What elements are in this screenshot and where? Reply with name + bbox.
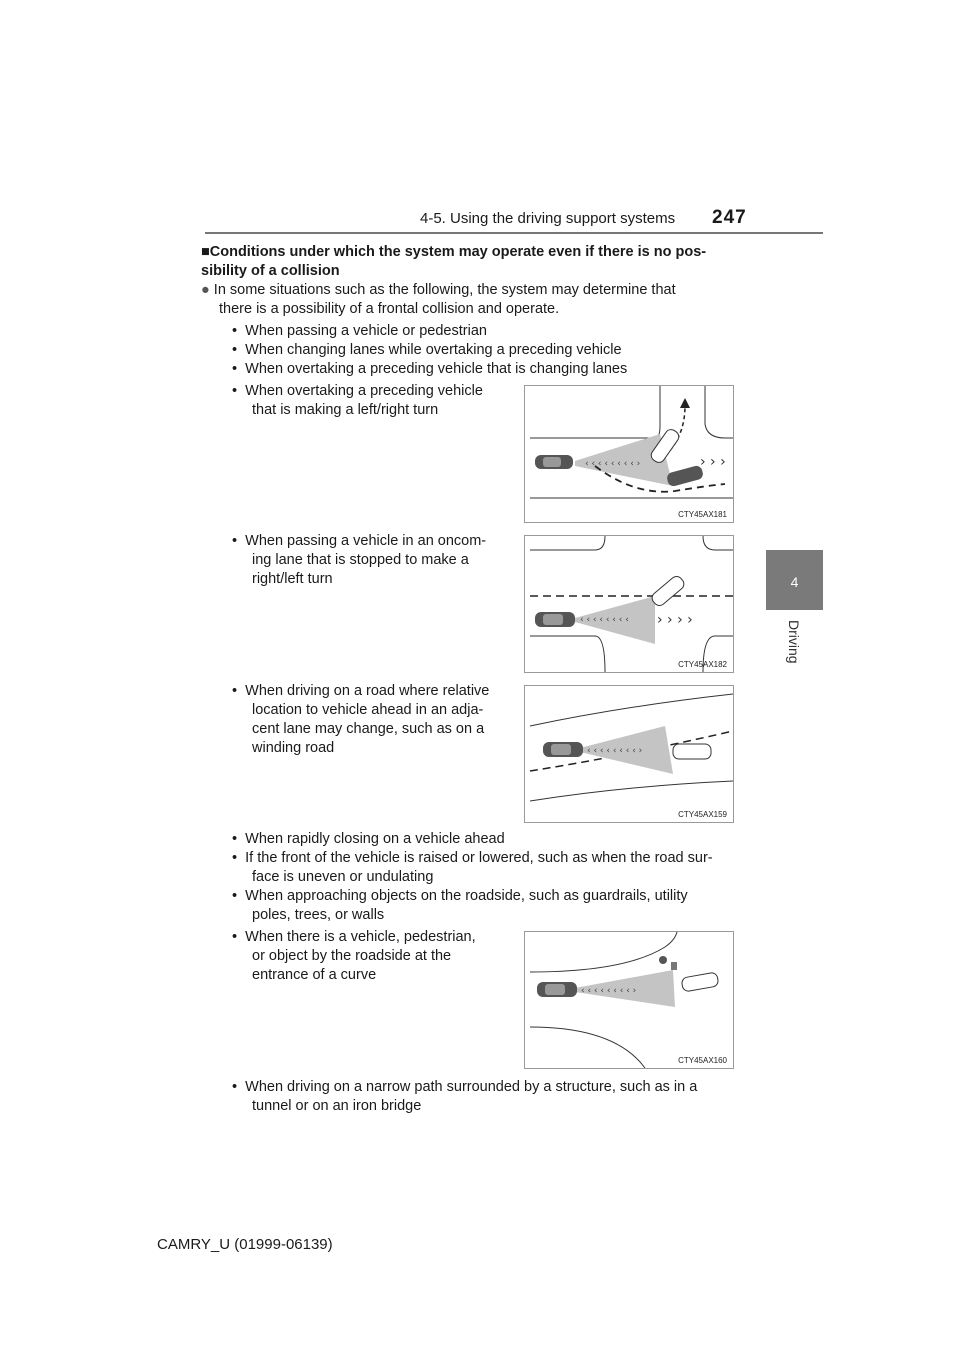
list-item: • When changing lanes while overtaking a preceding vehicle xyxy=(232,342,622,358)
intro-marker: ● xyxy=(201,282,210,298)
svg-text:‹ ‹ ‹ ‹ ‹ ‹ ‹ ‹: ‹ ‹ ‹ ‹ ‹ ‹ ‹ ‹ xyxy=(580,615,629,625)
figure-1-caption: • When overtaking a preceding vehicle that is making a left/right turn xyxy=(232,383,483,418)
footer-model-code: CAMRY_U (01999-06139) xyxy=(157,1236,333,1253)
heading-line-2: sibility of a collision xyxy=(201,263,340,279)
figure-4-code: CTY45AX160 xyxy=(678,1056,727,1065)
intro-paragraph xyxy=(201,281,761,319)
figure-1-code: CTY45AX181 xyxy=(678,510,727,519)
intro-line-2: there is a possibility of a frontal collision and operate. xyxy=(219,301,560,317)
list-item: • When overtaking a preceding vehicle that is changing lanes xyxy=(232,361,628,377)
figure-3-caption: • When driving on a road where relative location to vehicle ahead in an adja- cent lane may change, such as on a winding road xyxy=(232,683,490,756)
svg-text:‹ ‹ ‹ ‹ ‹ ‹ ‹ ‹ ›: ‹ ‹ ‹ ‹ ‹ ‹ ‹ ‹ › xyxy=(585,459,641,469)
chapter-label: Driving xyxy=(786,620,802,664)
figure-2-caption: • When passing a vehicle in an oncom- ing lane that is stopped to make a right/left turn xyxy=(232,533,487,587)
figure-3 xyxy=(524,685,734,823)
list-item: • If the front of the vehicle is raised or lowered, such as when the road sur- face is uneven or undulating xyxy=(232,850,713,885)
bullet-last: • When driving on a narrow path surrounded by a structure, such as in a tunnel or on an iron bridge xyxy=(232,1079,698,1114)
figure-4-illustration xyxy=(525,932,733,1068)
svg-text:‹ ‹ ‹ ‹ ‹ ‹ ‹ ‹ ›: ‹ ‹ ‹ ‹ ‹ ‹ ‹ ‹ › xyxy=(581,986,637,996)
chapter-number: 4 xyxy=(790,574,799,590)
figure-4 xyxy=(524,931,734,1069)
svg-text:‹ ‹ ‹ ‹ ‹ ‹ ‹ ‹ ›: ‹ ‹ ‹ ‹ ‹ ‹ ‹ ‹ › xyxy=(587,746,643,756)
header-rule xyxy=(205,232,823,234)
bullet-list-top xyxy=(232,322,772,379)
figure-3-illustration xyxy=(525,686,733,822)
figure-2-code: CTY45AX182 xyxy=(678,660,727,669)
figure-4-caption: • When there is a vehicle, pedestrian, or object by the roadside at the entrance of a curve xyxy=(232,929,476,983)
svg-text:› › › ›: › › › › xyxy=(657,612,693,628)
page-number: 247 xyxy=(712,207,747,228)
figure-1-illustration xyxy=(525,386,733,522)
list-item: • When approaching objects on the roadside, such as guardrails, utility poles, trees, or walls xyxy=(232,888,688,923)
list-item: • When passing a vehicle or pedestrian xyxy=(232,323,487,339)
figure-3-code: CTY45AX159 xyxy=(678,810,727,819)
bullet-list-middle xyxy=(232,830,744,925)
section-title: 4-5. Using the driving support systems xyxy=(420,210,676,227)
intro-line-1: In some situations such as the following, the system may determine that xyxy=(213,282,676,298)
list-item: • When rapidly closing on a vehicle ahead xyxy=(232,831,505,847)
heading-line-1: Conditions under which the system may operate even if there is no pos- xyxy=(209,244,707,260)
svg-text:› › ›: › › › xyxy=(700,454,726,470)
figure-2 xyxy=(524,535,734,673)
figure-1 xyxy=(524,385,734,523)
section-heading xyxy=(201,243,761,281)
figure-2-illustration xyxy=(525,536,733,672)
heading-marker: ■ xyxy=(201,244,210,260)
